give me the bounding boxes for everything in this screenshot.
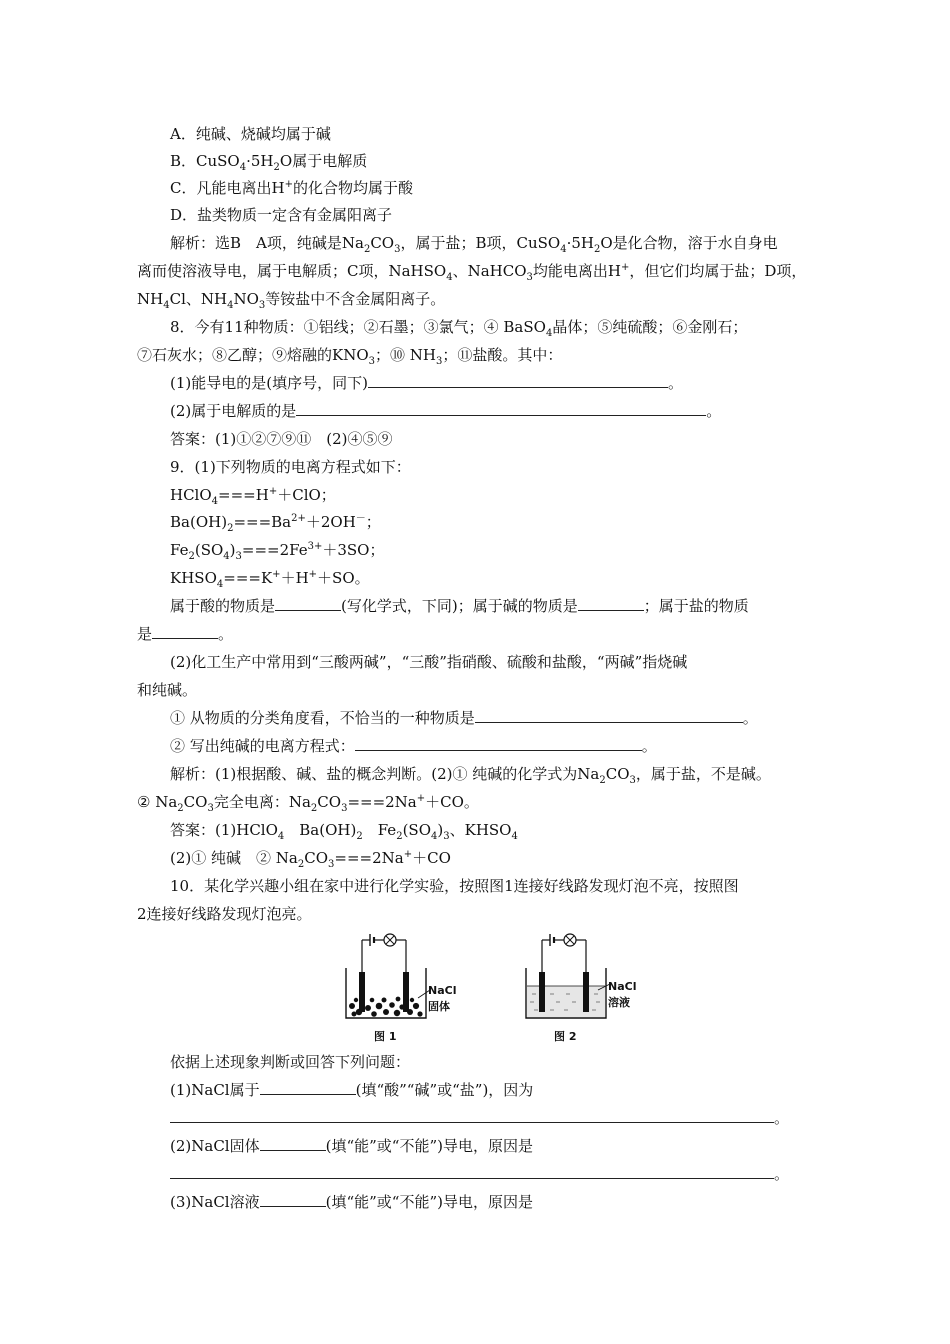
figure-2-nacl-solution <box>520 928 640 1046</box>
q7-analysis-line-3: $NH_4Cl$、$NH_4NO_3$等铵盐中不含金属阳离子。 <box>137 290 446 311</box>
answer-blank[interactable] <box>152 624 218 639</box>
q8-sub-2: (2)属于电解质的是 。 <box>170 402 722 420</box>
option-a: A．纯碱、烧碱均属于碱 <box>170 125 331 143</box>
q10-sub-1-blank-line: 。 <box>170 1108 789 1128</box>
q10-stem-line-2: 2连接好线路发现灯泡亮。 <box>137 905 312 923</box>
answer-blank[interactable] <box>260 1136 326 1151</box>
figure-1-nacl-solid <box>340 928 460 1046</box>
q9-circle-1: ① 从物质的分类角度看，不恰当的一种物质是 。 <box>170 709 758 727</box>
equation-fe2so43: $Fe_2(SO_4)_3===2Fe^{3+}+3SO$； <box>170 541 385 562</box>
answer-blank[interactable] <box>170 1164 774 1179</box>
q9-stem: 9．(1)下列物质的电离方程式如下： <box>170 458 411 476</box>
q9-salt-line: 是 。 <box>137 625 234 643</box>
answer-blank[interactable] <box>368 373 668 388</box>
figure-1-label-nacl: NaCl <box>428 984 457 997</box>
q10-intro: 依据上述现象判断或回答下列问题： <box>170 1053 411 1071</box>
equation-baoh2: $Ba(OH)_2===Ba^{2+}+2OH^-$； <box>170 513 381 534</box>
figure-2-caption: 图 2 <box>554 1030 577 1043</box>
answer-blank[interactable] <box>475 708 743 723</box>
option-b: B．$CuSO_4\cdot 5H_2O$属于电解质 <box>170 152 368 173</box>
q10-sub-2: (2)NaCl固体 (填“能”或“不能”)导电，原因是 <box>170 1137 533 1155</box>
figure-2-label-nacl: NaCl <box>608 980 637 993</box>
q8-stem-line-1: 8．今有11种物质：①铝线；②石墨；③氯气；④ BaSO$_4$晶体；⑤纯硫酸；⑥金刚石； <box>170 318 748 339</box>
q10-sub-1: (1)NaCl属于 (填“酸”“碱”或“盐”)，因为 <box>170 1081 534 1099</box>
q9-analysis-line-2: ② $Na_2CO_3$完全电离：$Na_2CO_3===2Na^++CO$。 <box>137 793 479 814</box>
equation-khso4: $KHSO_4===K^++H^++SO$。 <box>170 569 370 590</box>
option-d: D．盐类物质一定含有金属阳离子 <box>170 206 393 224</box>
answer-blank[interactable] <box>275 596 341 611</box>
answer-blank[interactable] <box>260 1192 326 1207</box>
answer-blank[interactable] <box>296 401 706 416</box>
q9-part2-line-2: 和纯碱。 <box>137 681 198 699</box>
answer-blank[interactable] <box>170 1108 774 1123</box>
q10-sub-2-blank-line: 。 <box>170 1164 789 1184</box>
q9-answer-line-1: 答案：(1)HClO$_4$ $Ba(OH)_2$ $Fe_2(SO_4)_3$、$KHSO_4$ <box>170 821 518 842</box>
nacl-solution-liquid <box>527 986 605 1017</box>
answer-blank[interactable] <box>260 1080 356 1095</box>
answer-blank[interactable] <box>355 736 642 751</box>
q8-sub-1: (1)能导电的是(填序号，同下) 。 <box>170 374 683 392</box>
q9-part2-line-1: (2)化工生产中常用到“三酸两碱”，“三酸”指硝酸、硫酸和盐酸，“两碱”指烧碱 <box>170 653 688 671</box>
q7-analysis-line-2: 离而使溶液导电，属于电解质；C项，NaHSO$_4$、NaHCO$_3$均能电离出H+，但它们均属于盐；D项， <box>137 262 807 283</box>
q8-stem-line-2: ⑦石灰水；⑧乙醇；⑨熔融的$KNO_3$；⑩ $NH_3$；⑪盐酸。其中： <box>137 346 563 367</box>
q10-sub-3: (3)NaCl溶液 (填“能”或“不能”)导电，原因是 <box>170 1193 533 1211</box>
equation-hclo4: HClO$_4$===H+＋ClO； <box>170 486 336 507</box>
q9-circle-2: ② 写出纯碱的电离方程式： 。 <box>170 737 657 755</box>
q10-stem-line-1: 10．某化学兴趣小组在家中进行化学实验，按照图1连接好线路发现灯泡不亮，按照图 <box>170 877 739 895</box>
q9-answer-line-2: (2)① 纯碱 ② $Na_2CO_3===2Na^++CO$ <box>170 849 451 870</box>
q9-acid-line: 属于酸的物质是 (写化学式，下同)；属于碱的物质是 ；属于盐的物质 <box>170 597 749 615</box>
q7-analysis-line-1: 解析：选B A项，纯碱是$Na_2CO_3$，属于盐；B项，$CuSO_4\cdot 5H_2O$是化合物，溶于水自身电 <box>170 234 778 255</box>
option-c: C．凡能电离出H+的化合物均属于酸 <box>170 179 413 197</box>
figure-2-label-solution: 溶液 <box>608 996 630 1009</box>
q9-analysis-line-1: 解析：(1)根据酸、碱、盐的概念判断。(2)① 纯碱的化学式为$Na_2CO_3$，属于盐，不是碱。 <box>170 765 771 786</box>
figure-1-label-solid: 固体 <box>428 1000 450 1013</box>
figure-1-caption: 图 1 <box>374 1030 397 1043</box>
q8-answer: 答案：(1)①②⑦⑨⑪ (2)④⑤⑨ <box>170 430 393 448</box>
answer-blank[interactable] <box>578 596 644 611</box>
